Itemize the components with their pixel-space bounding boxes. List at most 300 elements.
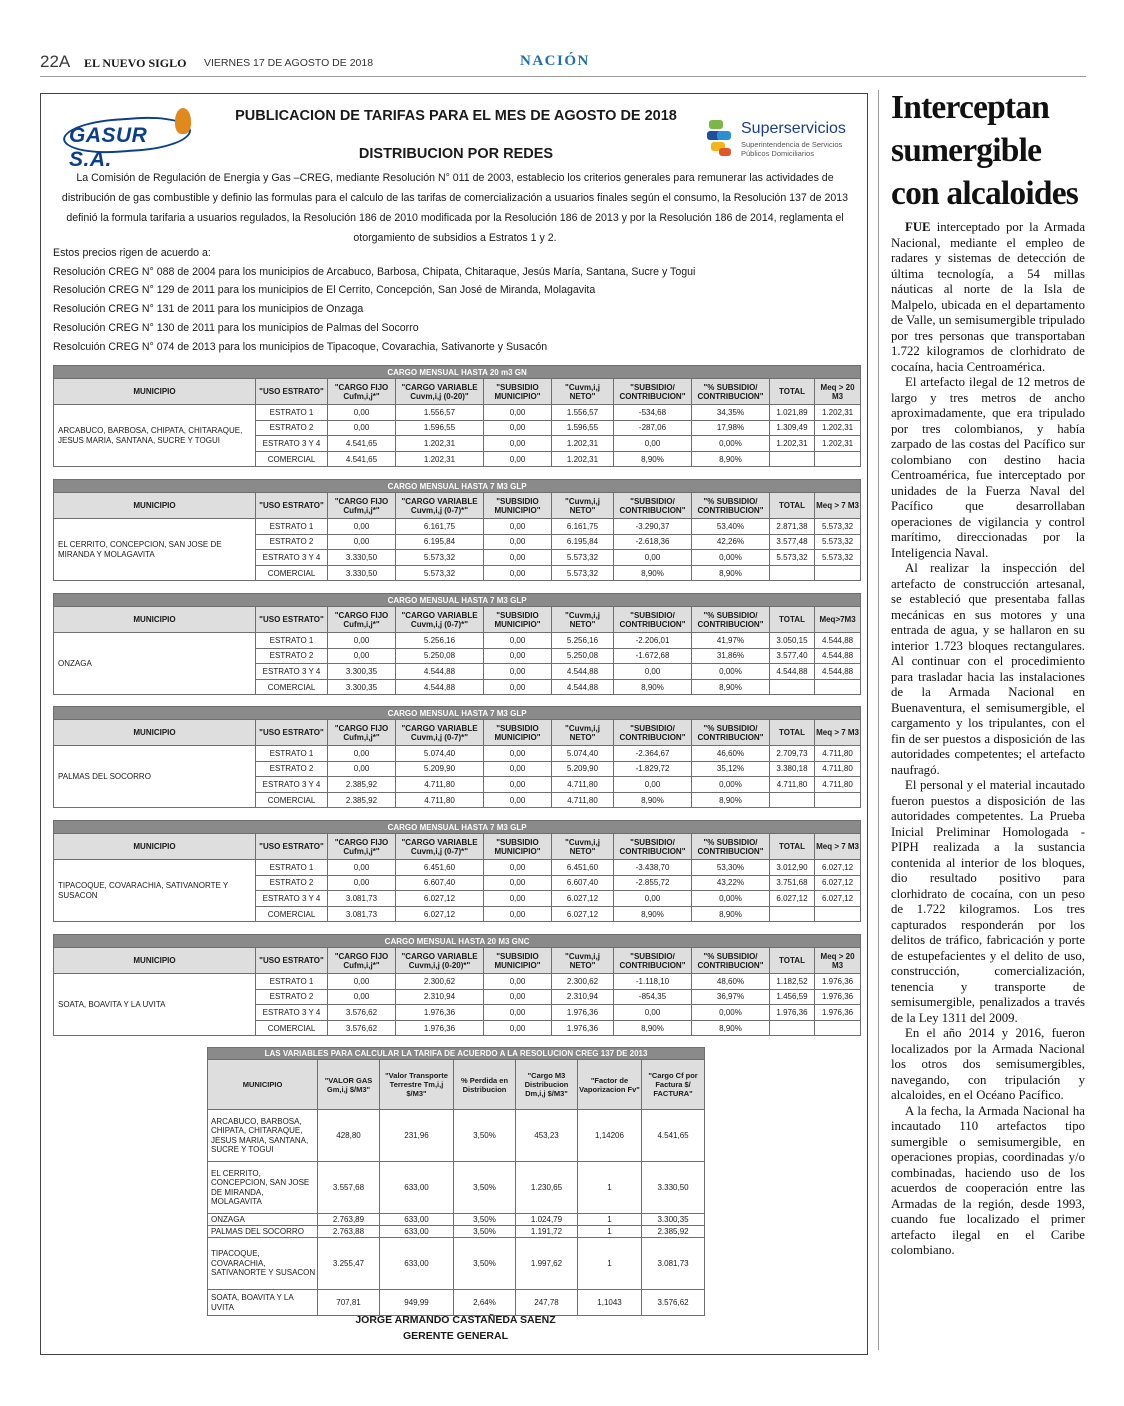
column-header: "CARGO FIJO Cufm,i,j*" [328, 493, 396, 519]
table-cell: 0,00 [484, 633, 552, 649]
table-cell: 0,00 [484, 1020, 552, 1036]
superservicios-logo [705, 116, 865, 164]
table-cell: ESTRATO 3 Y 4 [256, 777, 328, 793]
table-cell: 0,00 [484, 565, 552, 581]
tariff-table [53, 479, 861, 581]
table-cell: ESTRATO 2 [256, 875, 328, 891]
table-cell: 1.976,36 [770, 1005, 815, 1021]
table-cell: -2.855,72 [614, 875, 692, 891]
headline-line: sumergible [891, 132, 1042, 169]
municipio-cell: PALMAS DEL SOCORRO [208, 1226, 318, 1238]
table-cell: 0,00% [692, 550, 770, 566]
column-header: MUNICIPIO [54, 834, 256, 860]
table-cell: 4.544,88 [396, 664, 484, 680]
table-cell: 3.300,35 [328, 679, 396, 695]
resolution-line: Resolución CREG N° 088 de 2004 para los municipios de Arcabuco, Barbosa, Chipata, Chitaraque, Jesús María, Santana, Sucre y Togui [53, 265, 696, 278]
table-cell: ESTRATO 3 Y 4 [256, 664, 328, 680]
table-cell: 1.202,31 [815, 405, 861, 421]
column-header: Meq>7M3 [815, 607, 861, 633]
column-header: "SUBSIDIO/ CONTRIBUCION" [614, 493, 692, 519]
table-cell: 42,26% [692, 534, 770, 550]
table-caption: CARGO MENSUAL HASTA 7 M3 GLP [54, 707, 861, 720]
table-cell: 43,22% [692, 875, 770, 891]
table-cell: 2.310,94 [396, 989, 484, 1005]
table-cell: COMERCIAL [256, 906, 328, 922]
resolution-list [53, 244, 857, 356]
column-header: MUNICIPIO [208, 1060, 318, 1110]
table-cell: 2.300,62 [396, 974, 484, 990]
table-cell: ESTRATO 2 [256, 420, 328, 436]
table-cell: 3.300,35 [328, 664, 396, 680]
table-cell [770, 451, 815, 467]
page-number: 22A [40, 52, 71, 71]
table-cell: 1.182,52 [770, 974, 815, 990]
table-cell: 0,00% [692, 664, 770, 680]
signature-title: GERENTE GENERAL [402, 1330, 508, 1342]
table-cell: 0,00 [484, 664, 552, 680]
column-header: MUNICIPIO [54, 379, 256, 405]
table-cell: 0,00 [484, 436, 552, 452]
table-cell: 5.256,16 [396, 633, 484, 649]
table-cell: 2.385,92 [328, 777, 396, 793]
table-cell: 5.074,40 [552, 746, 614, 762]
section-title: NACIÓN [520, 53, 590, 69]
table-cell [770, 792, 815, 808]
column-header: MUNICIPIO [54, 720, 256, 746]
resolution-line: Estos precios rigen de acuerdo a: [53, 247, 211, 259]
column-header: "Factor de Vaporizacion Fv" [578, 1060, 642, 1110]
table-cell: 0,00 [484, 420, 552, 436]
column-header: "Cuvm,i,j NETO" [552, 379, 614, 405]
table-cell: ESTRATO 3 Y 4 [256, 1005, 328, 1021]
table-cell: 4.711,80 [552, 777, 614, 793]
table-cell: 3.577,40 [770, 648, 815, 664]
table-cell: 1 [578, 1214, 642, 1226]
column-header: "CARGO FIJO Cufm,i,j*" [328, 379, 396, 405]
municipio-cell: EL CERRITO, CONCEPCION, SAN JOSE DE MIRANDA Y MOLAGAVITA [54, 519, 256, 581]
table-cell: 3,50% [454, 1110, 516, 1162]
table-cell: 2,64% [454, 1290, 516, 1316]
table-cell: 1.976,36 [396, 1020, 484, 1036]
table-cell: 0,00 [484, 891, 552, 907]
table-caption: LAS VARIABLES PARA CALCULAR LA TARIFA DE ACUERDO A LA RESOLUCION CREG 137 DE 2013 [208, 1048, 705, 1060]
table-cell: 633,00 [380, 1226, 454, 1238]
column-header: "% SUBSIDIO/ CONTRIBUCION" [692, 948, 770, 974]
column-header: "SUBSIDIO/ CONTRIBUCION" [614, 834, 692, 860]
table-cell: -3.290,37 [614, 519, 692, 535]
issue-date: VIERNES 17 DE AGOSTO DE 2018 [204, 57, 374, 69]
table-cell: 6.607,40 [552, 875, 614, 891]
table-cell: 36,97% [692, 989, 770, 1005]
table-cell: 4.544,88 [552, 679, 614, 695]
municipio-cell: ARCABUCO, BARBOSA, CHIPATA, CHITARAQUE, JESUS MARIA, SANTANA, SUCRE Y TOGUI [54, 405, 256, 467]
table-cell: -534,68 [614, 405, 692, 421]
column-header: "CARGO VARIABLE Cuvm,i,j (0-20)" [396, 379, 484, 405]
municipio-cell: EL CERRITO, CONCEPCION, SAN JOSE DE MIRANDA, MOLAGAVITA [208, 1162, 318, 1214]
table-cell: 0,00 [484, 648, 552, 664]
table-cell: 0,00 [328, 875, 396, 891]
table-cell: 8,90% [614, 906, 692, 922]
column-header: "CARGO VARIABLE Cuvm,i,j (0-7)*" [396, 834, 484, 860]
column-header: "Cargo M3 Distribucion Dm,i,j $/M3" [516, 1060, 578, 1110]
table-cell: 3.576,62 [328, 1005, 396, 1021]
table-cell: 0,00 [614, 1005, 692, 1021]
column-header: "SUBSIDIO/ CONTRIBUCION" [614, 948, 692, 974]
table-cell: 0,00 [328, 989, 396, 1005]
table-cell: 0,00 [484, 974, 552, 990]
table-cell: 0,00 [328, 648, 396, 664]
table-cell: 0,00 [328, 761, 396, 777]
table-cell: 4.711,80 [396, 792, 484, 808]
table-cell: 1.976,36 [552, 1020, 614, 1036]
table-cell: 6.027,12 [552, 891, 614, 907]
superservicios-name: Superservicios [741, 120, 846, 137]
table-cell: 0,00% [692, 1005, 770, 1021]
table-cell: 53,30% [692, 860, 770, 876]
table-cell: 6.027,12 [770, 891, 815, 907]
table-cell: 0,00 [484, 777, 552, 793]
table-cell: 0,00 [484, 746, 552, 762]
table-cell [815, 565, 861, 581]
table-cell: 1.202,31 [552, 436, 614, 452]
municipio-cell: TIPACOQUE, COVARACHIA, SATIVANORTE Y SUSACON [54, 860, 256, 922]
table-cell: 8,90% [692, 1020, 770, 1036]
table-cell: 5.573,32 [396, 565, 484, 581]
table-cell: 1.976,36 [815, 974, 861, 990]
table-cell: 4.544,88 [770, 664, 815, 680]
tariff-table [53, 820, 861, 922]
column-header: "USO ESTRATO" [256, 379, 328, 405]
table-cell: 5.250,08 [396, 648, 484, 664]
table-cell: 5.573,32 [815, 534, 861, 550]
table-cell: 633,00 [380, 1238, 454, 1290]
table-row [208, 1238, 705, 1290]
tariff-table [53, 934, 861, 1036]
tariff-ad [40, 93, 868, 1355]
column-header: % Perdida en Distribucion [454, 1060, 516, 1110]
table-cell: 6.027,12 [552, 906, 614, 922]
table-cell: 17,98% [692, 420, 770, 436]
table-cell: 8,90% [692, 565, 770, 581]
table-cell: 1.556,57 [396, 405, 484, 421]
table-cell: COMERCIAL [256, 792, 328, 808]
column-header: "Cuvm,i,j NETO" [552, 720, 614, 746]
table-cell: 0,00 [328, 420, 396, 436]
column-header: "Cargo Cf por Factura $/ FACTURA" [642, 1060, 705, 1110]
municipio-cell: PALMAS DEL SOCORRO [54, 746, 256, 808]
table-cell: 5.256,16 [552, 633, 614, 649]
column-header: "USO ESTRATO" [256, 720, 328, 746]
table-cell: 4.544,88 [815, 664, 861, 680]
table-cell: ESTRATO 2 [256, 989, 328, 1005]
table-cell: COMERCIAL [256, 1020, 328, 1036]
table-cell: 0,00 [484, 792, 552, 808]
table-cell: 0,00 [484, 860, 552, 876]
table-cell: 0,00 [484, 906, 552, 922]
column-header: TOTAL [770, 607, 815, 633]
table-cell: 1.202,31 [396, 436, 484, 452]
table-cell: 2.385,92 [328, 792, 396, 808]
table-cell: 0,00 [484, 679, 552, 695]
tariff-table [53, 593, 861, 695]
table-cell [770, 565, 815, 581]
headline-line: con alcaloides [891, 175, 1079, 212]
table-cell: 4.711,80 [815, 777, 861, 793]
table-cell: 8,90% [692, 451, 770, 467]
column-header: "SUBSIDIO MUNICIPIO" [484, 720, 552, 746]
newspaper-name: EL NUEVO SIGLO [84, 56, 187, 70]
table-cell: 3.300,35 [642, 1214, 705, 1226]
table-cell: 1,14206 [578, 1110, 642, 1162]
table-cell: 2.871,38 [770, 519, 815, 535]
table-cell: 6.027,12 [815, 860, 861, 876]
table-cell: 3.081,73 [642, 1238, 705, 1290]
table-cell: 0,00 [614, 436, 692, 452]
table-cell: 5.209,90 [552, 761, 614, 777]
table-cell: 3.081,73 [328, 891, 396, 907]
column-header: "Cuvm,i,j NETO" [552, 607, 614, 633]
table-caption: CARGO MENSUAL HASTA 20 m3 GN [54, 366, 861, 379]
article-paragraph: En el año 2014 y 2016, fueron localizados por la Armada Nacional los otros dos semisumergibles, navegando, con tripulación y alcaloides, en el Océano Pacífico. [891, 1026, 1085, 1102]
column-header: "% SUBSIDIO/ CONTRIBUCION" [692, 834, 770, 860]
table-cell: 3.577,48 [770, 534, 815, 550]
table-cell: ESTRATO 1 [256, 633, 328, 649]
gasur-logo-text: GASUR S.A. [69, 124, 148, 171]
table-cell: 6.195,84 [396, 534, 484, 550]
column-header: "CARGO VARIABLE Cuvm,i,j (0-7)*" [396, 493, 484, 519]
article-paragraph: Al realizar la inspección del artefacto de construcción artesanal, se estableció que presentaba fallas mecánicas en sus motores y una entrada de agua, y se hallaron en su interior 1.723 bloques rectangulares. Al continuar con el procedimiento para trasladar hacia las instalaciones de la Armada Nacional en Buenaventura, el semisumergible, el cargamento y los tripulantes, con el fin de ser puestos a disposición de las autoridades competentes; el artefacto naufragó. [891, 561, 1085, 777]
table-cell: 6.451,60 [396, 860, 484, 876]
table-cell: 633,00 [380, 1162, 454, 1214]
table-cell: COMERCIAL [256, 565, 328, 581]
column-header: "CARGO VARIABLE Cuvm,i,j (0-20)*" [396, 948, 484, 974]
table-cell [770, 1020, 815, 1036]
table-cell: 1.202,31 [770, 436, 815, 452]
table-cell: -3.438,70 [614, 860, 692, 876]
municipio-cell: TIPACOQUE, COVARACHIA, SATIVANORTE Y SUSACON [208, 1238, 318, 1290]
column-header: "% SUBSIDIO/ CONTRIBUCION" [692, 607, 770, 633]
table-cell: -1.829,72 [614, 761, 692, 777]
table-cell: 1.556,57 [552, 405, 614, 421]
table-cell: 5.250,08 [552, 648, 614, 664]
ad-subtitle: DISTRIBUCION POR REDES [358, 146, 554, 162]
table-cell: 1 [578, 1162, 642, 1214]
table-cell: 1.309,49 [770, 420, 815, 436]
table-cell: 0,00 [328, 860, 396, 876]
table-cell: 1.596,55 [396, 420, 484, 436]
resolution-line: Resolución CREG N° 131 de 2011 para los municipios de Onzaga [53, 303, 364, 316]
table-cell: 3.330,50 [642, 1162, 705, 1214]
table-cell: 4.711,80 [770, 777, 815, 793]
table-cell: 34,35% [692, 405, 770, 421]
table-cell: 0,00 [484, 519, 552, 535]
table-cell: 3,50% [454, 1214, 516, 1226]
table-row [54, 974, 861, 990]
table-cell: 2.763,88 [318, 1226, 380, 1238]
column-header: "SUBSIDIO MUNICIPIO" [484, 834, 552, 860]
column-header: "% SUBSIDIO/ CONTRIBUCION" [692, 493, 770, 519]
variables-table [207, 1047, 705, 1316]
table-cell [815, 1020, 861, 1036]
column-header: "% SUBSIDIO/ CONTRIBUCION" [692, 379, 770, 405]
table-cell: 3.380,18 [770, 761, 815, 777]
superservicios-sub2: Públicos Domiciliarios [741, 149, 814, 158]
table-cell: 6.027,12 [815, 875, 861, 891]
table-cell: 0,00 [484, 875, 552, 891]
superservicios-sub1: Superintendencia de Servicios [741, 140, 843, 149]
table-cell: ESTRATO 1 [256, 860, 328, 876]
table-cell: ESTRATO 1 [256, 519, 328, 535]
column-header: TOTAL [770, 379, 815, 405]
table-cell: 3.557,68 [318, 1162, 380, 1214]
column-header: Meq > 7 M3 [815, 493, 861, 519]
table-cell: 4.544,88 [815, 648, 861, 664]
table-cell: 53,40% [692, 519, 770, 535]
table-cell: 5.573,32 [552, 565, 614, 581]
column-header: TOTAL [770, 493, 815, 519]
table-cell: 6.607,40 [396, 875, 484, 891]
article-paragraph: FUE interceptado por la Armada Nacional, mediante el empleo de radares y sistemas de detección de última tecnología, a 54 millas náuticas al norte de la Isla de Malpelo, ubicada en el departamento de Valle, un semisumergible tripulado por tres personas que transportaban 1.722 kilogramos de clorhidrato de cocaína, hacia Centroamérica. [891, 220, 1085, 374]
table-cell: 6.027,12 [396, 906, 484, 922]
municipio-cell: ONZAGA [54, 633, 256, 695]
column-header: TOTAL [770, 948, 815, 974]
column-header: Meq > 20 M3 [815, 379, 861, 405]
signature-name: JORGE ARMANDO CASTAÑEDA SAENZ [355, 1314, 556, 1326]
table-cell: ESTRATO 3 Y 4 [256, 550, 328, 566]
column-header: "% SUBSIDIO/ CONTRIBUCION" [692, 720, 770, 746]
table-cell: 4.711,80 [552, 792, 614, 808]
table-cell: 4.541,65 [328, 436, 396, 452]
table-caption: CARGO MENSUAL HASTA 7 M3 GLP [54, 821, 861, 834]
table-cell: 4.711,80 [815, 746, 861, 762]
column-header: "SUBSIDIO MUNICIPIO" [484, 493, 552, 519]
column-header: "SUBSIDIO/ CONTRIBUCION" [614, 379, 692, 405]
table-cell: 46,60% [692, 746, 770, 762]
table-cell: 48,60% [692, 974, 770, 990]
column-header: "VALOR GAS Gm,i,j $/M3" [318, 1060, 380, 1110]
table-cell: 0,00 [484, 405, 552, 421]
table-cell: 8,90% [692, 792, 770, 808]
table-cell: 8,90% [614, 792, 692, 808]
table-cell: 0,00 [328, 974, 396, 990]
column-header: Meq > 20 M3 [815, 948, 861, 974]
table-cell: 4.544,88 [396, 679, 484, 695]
article-paragraph: A la fecha, la Armada Nacional ha incautado 110 artefactos tipo sumergible o semisumergible, en operaciones propias, coordinadas y/o combinadas, haciendo uso de los acuerdos de cooperación entre las Armadas de la región, desde 1993, cuando fue localizado el primer artefacto ilegal en el Caribe colombiano. [891, 1103, 1085, 1257]
column-divider [878, 90, 879, 1350]
masthead [40, 52, 1084, 78]
table-cell: 35,12% [692, 761, 770, 777]
table-cell [815, 906, 861, 922]
masthead-rule [40, 76, 1086, 77]
table-cell: -1.672,68 [614, 648, 692, 664]
table-caption: CARGO MENSUAL HASTA 7 M3 GLP [54, 594, 861, 607]
table-cell: 0,00 [484, 534, 552, 550]
table-cell: 2.385,92 [642, 1226, 705, 1238]
table-cell: 0,00% [692, 436, 770, 452]
table-cell: ESTRATO 1 [256, 974, 328, 990]
table-cell: 231,96 [380, 1110, 454, 1162]
resolution-line: Resolución CREG N° 129 de 2011 para los municipios de El Cerrito, Concepción, San José de Miranda, Molagavita [53, 284, 596, 297]
resolution-line: Resolcuión CREG N° 074 de 2013 para los municipios de Tipacoque, Covarachia, Sativanorte y Susacón [53, 340, 548, 353]
column-header: "SUBSIDIO/ CONTRIBUCION" [614, 720, 692, 746]
table-row [54, 633, 861, 649]
table-row [54, 860, 861, 876]
table-cell: 1.596,55 [552, 420, 614, 436]
table-cell: 5.573,32 [770, 550, 815, 566]
table-cell: 247,78 [516, 1290, 578, 1316]
article-body [891, 220, 1085, 1259]
table-cell: 5.573,32 [815, 550, 861, 566]
column-header: "SUBSIDIO/ CONTRIBUCION" [614, 607, 692, 633]
municipio-cell: SOATA, BOAVITA Y LA UVITA [208, 1290, 318, 1316]
table-cell: 1.976,36 [552, 1005, 614, 1021]
table-cell: 0,00 [484, 761, 552, 777]
table-row [208, 1110, 705, 1162]
table-cell: 0,00 [484, 989, 552, 1005]
table-cell: 633,00 [380, 1214, 454, 1226]
table-cell: 3.050,15 [770, 633, 815, 649]
table-row [54, 519, 861, 535]
table-cell: 3.330,50 [328, 565, 396, 581]
table-cell: COMERCIAL [256, 451, 328, 467]
tariff-table [53, 365, 861, 467]
table-cell: 6.161,75 [552, 519, 614, 535]
table-cell: 3,50% [454, 1162, 516, 1214]
table-cell: -1.118,10 [614, 974, 692, 990]
column-header: "USO ESTRATO" [256, 948, 328, 974]
column-header: "Cuvm,i,j NETO" [552, 948, 614, 974]
table-cell: ESTRATO 1 [256, 746, 328, 762]
table-cell: 3.081,73 [328, 906, 396, 922]
table-cell: 453,23 [516, 1110, 578, 1162]
table-cell: 1.202,31 [815, 436, 861, 452]
table-cell: 3,50% [454, 1238, 516, 1290]
table-cell [815, 679, 861, 695]
column-header: "USO ESTRATO" [256, 607, 328, 633]
table-cell [770, 679, 815, 695]
gasur-logo [63, 108, 193, 171]
column-header: MUNICIPIO [54, 493, 256, 519]
table-cell: 3.012,90 [770, 860, 815, 876]
column-header: "CARGO FIJO Cufm,i,j*" [328, 607, 396, 633]
table-cell: 3,50% [454, 1226, 516, 1238]
table-cell: 3.255,47 [318, 1238, 380, 1290]
table-cell: 1.202,31 [815, 420, 861, 436]
column-header: "Cuvm,i,j NETO" [552, 493, 614, 519]
column-header: Meq > 7 M3 [815, 720, 861, 746]
table-cell: ESTRATO 2 [256, 534, 328, 550]
table-cell: 4.544,88 [815, 633, 861, 649]
ad-title: PUBLICACION DE TARIFAS PARA EL MES DE AGOSTO DE 2018 [235, 108, 677, 124]
table-row [208, 1290, 705, 1316]
municipio-cell: ONZAGA [208, 1214, 318, 1226]
table-cell: 1.024,79 [516, 1214, 578, 1226]
table-cell: 8,90% [614, 565, 692, 581]
table-cell: 0,00 [328, 534, 396, 550]
municipio-cell: ARCABUCO, BARBOSA, CHIPATA, CHITARAQUE, JESUS MARIA, SANTANA, SUCRE Y TOGUI [208, 1110, 318, 1162]
lead-word: FUE [905, 220, 931, 234]
table-cell: 707,81 [318, 1290, 380, 1316]
table-cell: 1 [578, 1238, 642, 1290]
table-cell: 6.451,60 [552, 860, 614, 876]
table-cell: 4.711,80 [815, 761, 861, 777]
column-header: "CARGO FIJO Cufm,i,j*" [328, 834, 396, 860]
table-cell: 3.751,68 [770, 875, 815, 891]
table-cell: 1,1043 [578, 1290, 642, 1316]
table-cell: 5.074,40 [396, 746, 484, 762]
table-cell: 0,00 [484, 550, 552, 566]
table-cell: 1.191,72 [516, 1226, 578, 1238]
